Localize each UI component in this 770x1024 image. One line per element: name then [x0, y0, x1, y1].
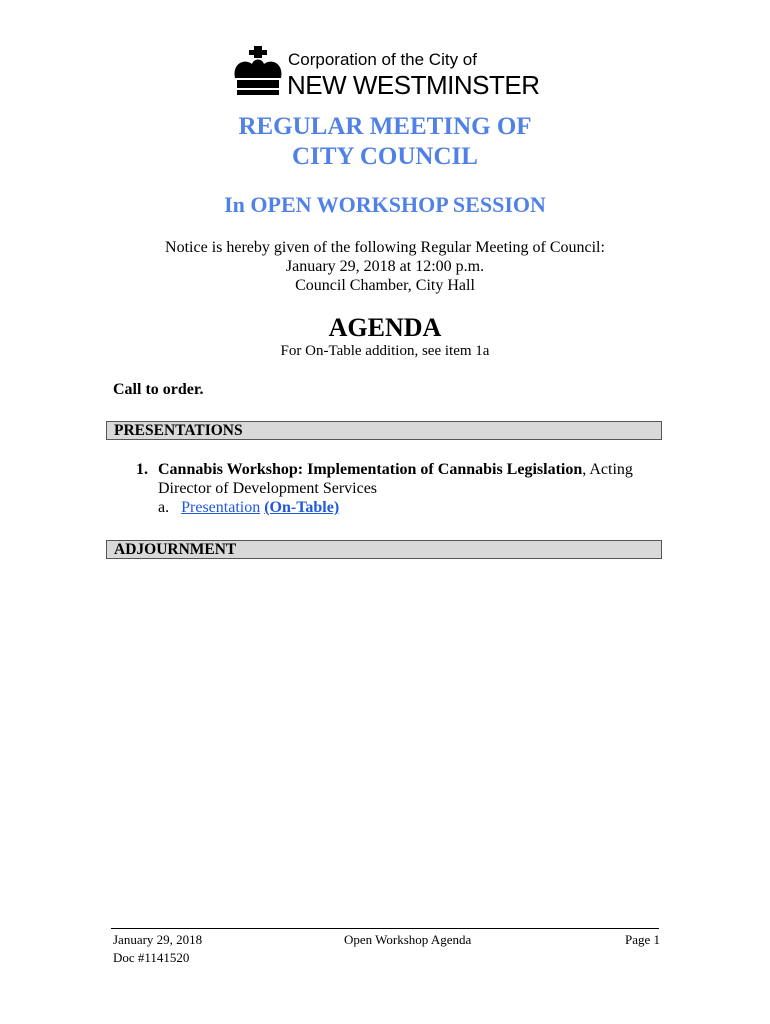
item-title: Cannabis Workshop: Implementation of Cannabis Legislation — [158, 461, 583, 478]
meeting-title-line2: CITY COUNCIL — [292, 143, 478, 170]
on-table-note: For On-Table addition, see item 1a — [280, 343, 490, 359]
crown-icon — [232, 46, 284, 100]
item-number: 1. — [136, 461, 148, 478]
footer-title: Open Workshop Agenda — [344, 932, 472, 947]
section-adjournment-label: ADJOURNMENT — [114, 541, 237, 558]
city-logo — [232, 44, 542, 104]
agenda-heading: AGENDA — [328, 313, 442, 342]
agenda-item-1 — [136, 460, 666, 498]
call-to-order: Call to order. — [113, 381, 204, 398]
session-title: In OPEN WORKSHOP SESSION — [224, 192, 546, 217]
notice-location: Council Chamber, City Hall — [295, 277, 475, 294]
item-letter: a. — [158, 499, 170, 516]
footer-divider — [111, 928, 659, 929]
section-adjournment — [106, 540, 662, 559]
org-name-line2: NEW WESTMINSTER — [287, 70, 540, 100]
item-presenter: , Acting Director of Development Services — [158, 461, 633, 497]
notice-line1: Notice is hereby given of the following Regular Meeting of Council: — [165, 239, 605, 256]
footer-page-number: Page 1 — [625, 932, 661, 947]
on-table-tag[interactable]: (On-Table) — [264, 499, 340, 516]
section-presentations-label: PRESENTATIONS — [114, 422, 243, 439]
presentation-link[interactable]: Presentation — [181, 499, 261, 516]
section-presentations — [106, 421, 662, 440]
footer-date: January 29, 2018 — [113, 932, 203, 947]
agenda-item-1a — [158, 499, 339, 517]
org-name-line1: Corporation of the City of — [288, 50, 477, 69]
meeting-title-line1: REGULAR MEETING OF — [238, 113, 532, 140]
notice-date: January 29, 2018 at 12:00 p.m. — [285, 258, 485, 275]
footer-doc-number: Doc #1141520 — [113, 950, 190, 965]
